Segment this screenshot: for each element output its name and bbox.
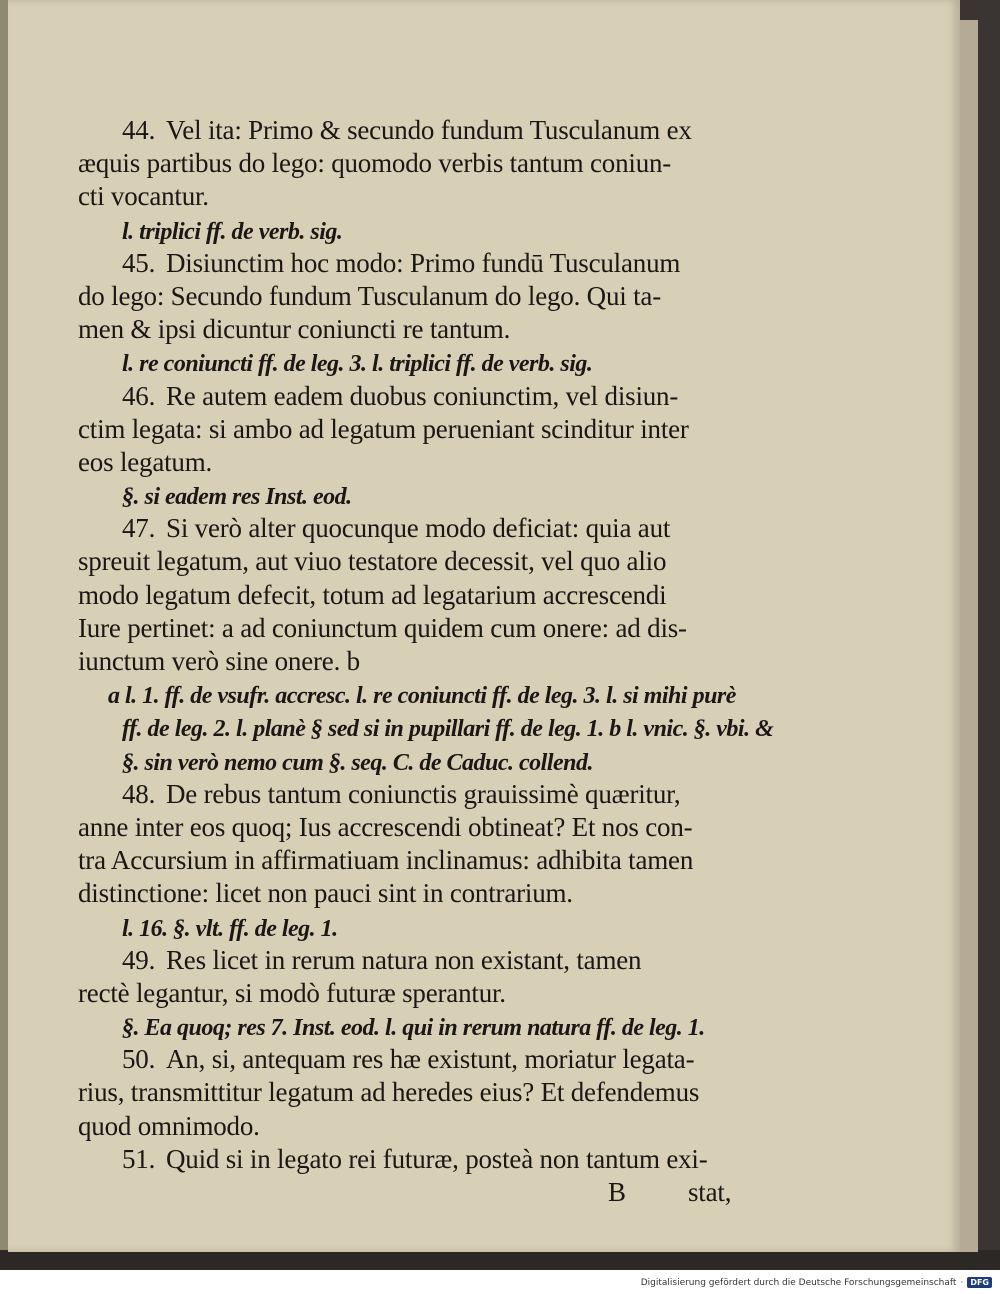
catchword: stat, (688, 1177, 732, 1207)
text-line (78, 1076, 768, 1109)
text-line (78, 247, 768, 280)
legal-citation: l. triplici ff. de verb. sig. (122, 218, 343, 245)
legal-citation: §. sin verò nemo cum §. seq. C. de Caduc. collend. (122, 749, 593, 776)
paragraph-text: Disiunctim hoc modo: Primo fundū Tusculanum (166, 247, 681, 278)
text-line (78, 413, 768, 446)
continuation-text: rectè legantur, si modò futuræ sperantur. (78, 977, 506, 1008)
citation-line (78, 711, 774, 744)
text-line (78, 811, 768, 844)
catchline (78, 1176, 768, 1209)
paragraph-text: Res licet in rerum natura non existant, tamen (166, 944, 642, 975)
continuation-text: distinctione: licet non pauci sint in contrarium. (78, 878, 573, 909)
footer-credit (641, 1277, 992, 1288)
citation-line (78, 911, 768, 944)
legal-citation: ff. de leg. 2. l. planè § sed si in pupillari ff. de leg. 1. b l. vnic. §. vbi. & (122, 716, 774, 743)
paragraph-number: 46. (122, 380, 156, 411)
text-line (78, 579, 768, 612)
dfg-logo-icon: DFG (967, 1277, 992, 1288)
text-line (78, 877, 768, 910)
continuation-text: rius, transmittitur legatum ad heredes eius? Et defendemus (78, 1077, 700, 1108)
paragraph-text: De rebus tantum coniunctis grauissimè quæritur, (166, 778, 681, 809)
citation-line (78, 745, 768, 778)
text-line (78, 1043, 768, 1076)
text-line (78, 180, 768, 213)
text-line (78, 114, 768, 147)
citation-line (78, 1010, 768, 1043)
text-line (78, 280, 768, 313)
paragraph-number: 48. (122, 778, 156, 809)
book-page (8, 0, 960, 1252)
text-line (78, 844, 768, 877)
text-line (78, 147, 768, 180)
text-line (78, 612, 768, 645)
legal-citation: l. re coniuncti ff. de leg. 3. l. triplici ff. de verb. sig. (122, 351, 593, 378)
signature-mark: B (608, 1177, 626, 1207)
text-line (78, 977, 768, 1010)
continuation-text: iunctum verò sine onere. b (78, 646, 360, 676)
text-line (78, 1110, 768, 1143)
citation-line (78, 214, 768, 247)
paragraph-text: An, si, antequam res hæ existunt, moriatur legata- (166, 1044, 695, 1075)
text-line (78, 446, 768, 479)
paragraph-text: Quid si in legato rei futuræ, posteà non tantum exi- (166, 1143, 708, 1174)
continuation-text: tra Accursium in affirmatiuam inclinamus: adhibita tamen (78, 845, 694, 876)
legal-citation: §. Ea quoq; res 7. Inst. eod. l. qui in rerum natura ff. de leg. 1. (122, 1015, 705, 1042)
continuation-text: cti vocantur. (78, 181, 209, 212)
continuation-text: modo legatum defecit, totum ad legatarium accrescendi (78, 579, 667, 610)
paragraph-number: 47. (122, 513, 156, 544)
text-line (78, 545, 768, 578)
citation-line (78, 346, 768, 379)
continuation-text: do lego: Secundo fundum Tusculanum do lego. Qui ta- (78, 280, 662, 311)
legal-citation: a l. 1. ff. de vsufr. accresc. l. re coniuncti ff. de leg. 3. l. si mihi purè (108, 683, 736, 710)
text-line (78, 645, 768, 678)
footer-separator: · (960, 1277, 964, 1288)
paragraph-text: Si verò alter quocunque modo deficiat: quia aut (166, 513, 671, 544)
paragraph-number: 50. (122, 1044, 156, 1075)
paragraph-text: Vel ita: Primo & secundo fundum Tusculanum ex (166, 115, 692, 145)
continuation-text: anne inter eos quoq; Ius accrescendi obtineat? Et nos con- (78, 811, 693, 842)
paragraph-number: 45. (122, 247, 156, 278)
continuation-text: quod omnimodo. (78, 1110, 260, 1141)
continuation-text: eos legatum. (78, 446, 213, 477)
continuation-text: spreuit legatum, aut viuo testatore decessit, vel quo alio (78, 546, 667, 577)
citation-line (78, 678, 768, 711)
continuation-text: men & ipsi dicuntur coniuncti re tantum. (78, 314, 511, 345)
text-line (78, 1143, 768, 1176)
footer-text: Digitalisierung gefördert durch die Deutsche Forschungsgemeinschaft (640, 1277, 957, 1288)
text-line (78, 313, 768, 346)
legal-citation: §. si eadem res Inst. eod. (122, 484, 352, 511)
paragraph-text: Re autem eadem duobus coniunctim, vel disiun- (166, 380, 679, 411)
continuation-text: Iure pertinet: a ad coniunctum quidem cum onere: ad dis- (78, 612, 687, 643)
text-line (78, 512, 768, 545)
paragraph-number: 44. (122, 115, 156, 145)
continuation-text: ctim legata: si ambo ad legatum perueniant scinditur inter (78, 413, 689, 444)
legal-citation: l. 16. §. vlt. ff. de leg. 1. (122, 915, 338, 942)
text-line (78, 380, 768, 413)
continuation-text: æquis partibus do lego: quomodo verbis tantum coniun- (78, 148, 672, 179)
paragraph-number: 49. (122, 944, 156, 975)
page-text (78, 114, 774, 1209)
paragraph-number: 51. (122, 1143, 156, 1174)
scan-bottom-shadow (0, 1250, 1000, 1270)
text-line (78, 778, 768, 811)
text-line (78, 944, 768, 977)
citation-line (78, 479, 768, 512)
